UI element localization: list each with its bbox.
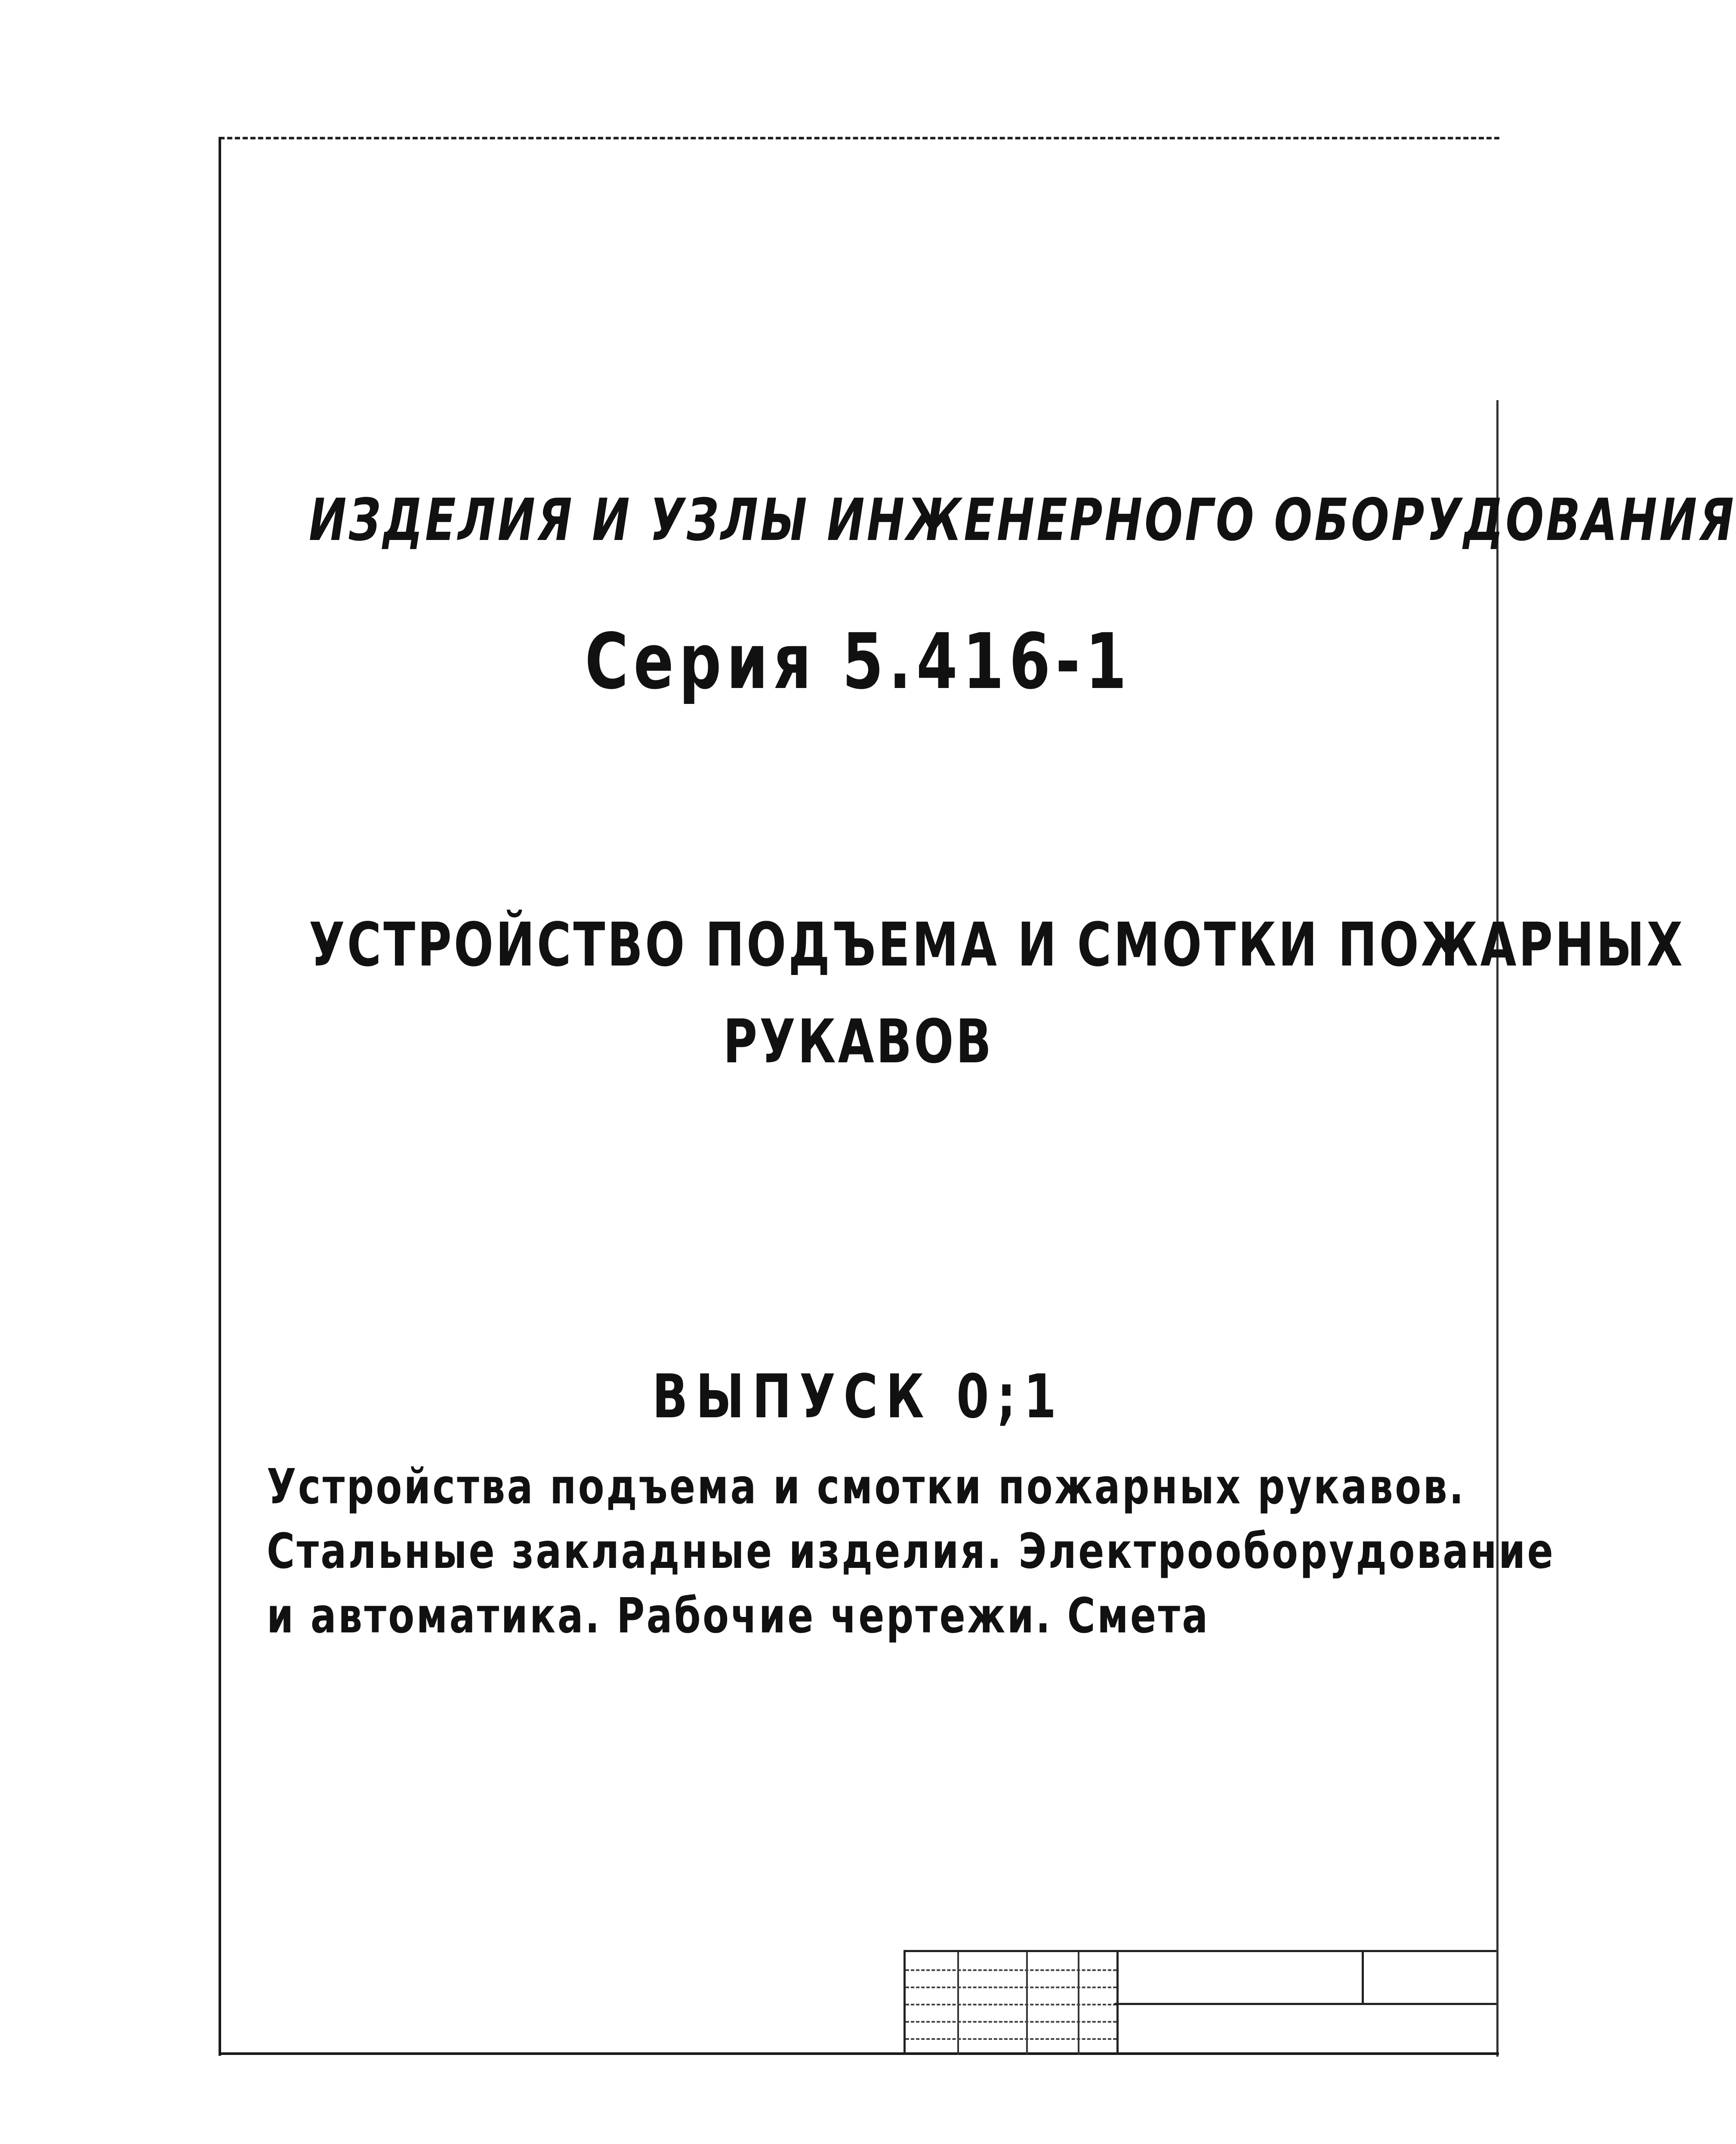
stamp-row-line [906,2021,1116,2023]
description-line-2: Стальные закладные изделия. Электрооборудование [267,1524,1555,1579]
frame-right-border [1496,400,1499,2057]
stamp-row-line [906,2038,1116,2040]
stamp-grid [903,1952,1119,2055]
stamp-right-divider [1114,2003,1496,2005]
title-block-stamp [903,1950,1496,2055]
description-line-3: и автоматика. Рабочие чертежи. Смета [267,1588,1210,1644]
frame-top-border [219,137,1499,139]
device-title-line-1: УСТРОЙСТВО ПОДЪЕМА И СМОТКИ ПОЖАРНЫХ [308,910,1685,980]
stamp-row-line [906,1969,1116,1971]
frame-left-border [219,137,221,2056]
series-number: Серия 5.416-1 [585,617,1132,706]
stamp-row-line [906,1987,1116,1988]
stamp-row-line [906,2004,1116,2005]
main-title: ИЗДЕЛИЯ И УЗЛЫ ИНЖЕНЕРНОГО ОБОРУДОВАНИЯ [308,486,1736,554]
issue-number: ВЫПУСК 0;1 [652,1362,1064,1432]
device-title-line-2: РУКАВОВ [723,1007,994,1077]
stamp-right-cell-divider [1362,1952,1364,2003]
description-line-1: Устройства подъема и смотки пожарных рукавов. [267,1459,1466,1515]
